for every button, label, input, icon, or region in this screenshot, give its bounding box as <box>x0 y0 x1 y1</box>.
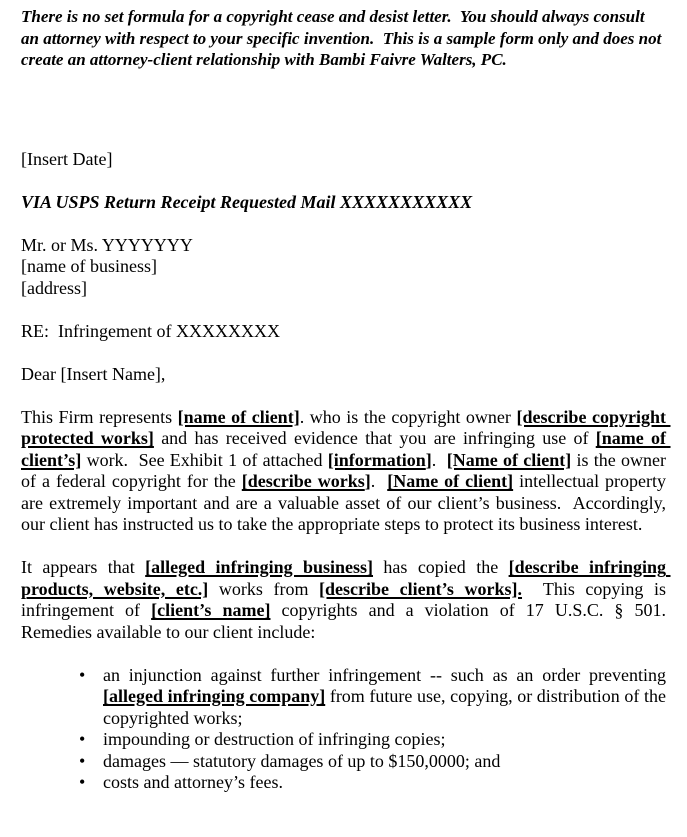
placeholder-field: [client’s name] <box>151 600 271 620</box>
text-run: an injunction against further infringement -- such as an order preventing <box>103 664 671 685</box>
placeholder-field: [describe infringing products, website, etc.] <box>21 557 671 599</box>
text-run: and has received evidence that you are infringing use of <box>153 428 596 448</box>
body-paragraph-1 <box>21 406 671 536</box>
remedies-list <box>21 664 671 794</box>
text-run: . <box>370 471 388 491</box>
remedy-list-item <box>21 729 666 751</box>
text-run: It appears that <box>21 557 146 577</box>
placeholder-field: [describe client’s works]. <box>319 578 523 599</box>
placeholder-field: [name of client] <box>177 406 300 427</box>
placeholder-field: [alleged infringing company] <box>103 686 326 706</box>
disclaimer-text <box>21 6 666 71</box>
placeholder-field: [alleged infringing business] <box>145 557 374 577</box>
recipient-name-line: Mr. or Ms. YYYYYYY <box>21 234 193 255</box>
recipient-business-line: [name of business] <box>21 256 157 276</box>
recipient-address-block <box>21 235 666 300</box>
text-run: impounding or destruction of infringing copies; <box>103 729 446 749</box>
text-run: works from <box>208 578 320 599</box>
text-run: ] <box>425 449 432 470</box>
text-run: This copying is infringement of <box>21 578 671 620</box>
recipient-address-line: [address] <box>21 277 87 298</box>
placeholder-field: [name of client’s] <box>21 428 671 470</box>
text-run: damages — statutory damages of up to $150,0000; and <box>103 750 501 771</box>
text-run: has copied the <box>373 557 509 577</box>
body-paragraph-2 <box>21 557 675 643</box>
insert-date-line: [Insert Date] <box>21 148 113 169</box>
text-run: . <box>431 449 447 470</box>
text-run: copyrights and a violation of 17 U.S.C. § 501. Remedies available to our client include: <box>21 600 675 642</box>
text-run: . who is the copyright owner <box>299 406 517 427</box>
text-run: VIA USPS Return Receipt Requested Mail XXXXXXXXXXX <box>21 191 473 212</box>
salutation-line: Dear [Insert Name], <box>21 363 166 384</box>
text-run: There is no set formula for a copyright cease and desist letter. You should always consult an attorney with respect to your specific invention. This is a sample form only and does not create an attorney-client relationship with Bambi Faivre Walters, PC. <box>21 7 666 69</box>
subject-line: RE: Infringement of XXXXXXXX <box>21 320 280 341</box>
remedy-list-item <box>21 664 671 730</box>
text-run: from future use, copying, or distribution of the copyrighted works; <box>103 686 671 728</box>
remedy-list-item <box>21 751 666 773</box>
placeholder-field: [describe copyright protected works] <box>21 406 671 448</box>
placeholder-field: [Name of client] <box>387 471 514 491</box>
placeholder-field: [information <box>327 449 426 470</box>
text-run: This Firm represents <box>21 406 178 427</box>
placeholder-field: [Name of client] <box>446 449 572 470</box>
text-run: costs and attorney’s fees. <box>103 772 283 792</box>
remedy-list-item <box>21 772 666 794</box>
text-run: ] <box>364 471 371 491</box>
mail-method-line <box>21 192 666 214</box>
text-run: intellectual property are extremely important and are a valuable asset of our client’s business. Accordingly, our client has instructed us to take the appropriate steps to protect its business interest. <box>21 471 671 534</box>
text-run: work. See Exhibit 1 of attached <box>81 449 328 470</box>
text-run: is the owner of a federal copyright for the <box>21 449 671 491</box>
placeholder-field: [describe works <box>241 471 365 491</box>
